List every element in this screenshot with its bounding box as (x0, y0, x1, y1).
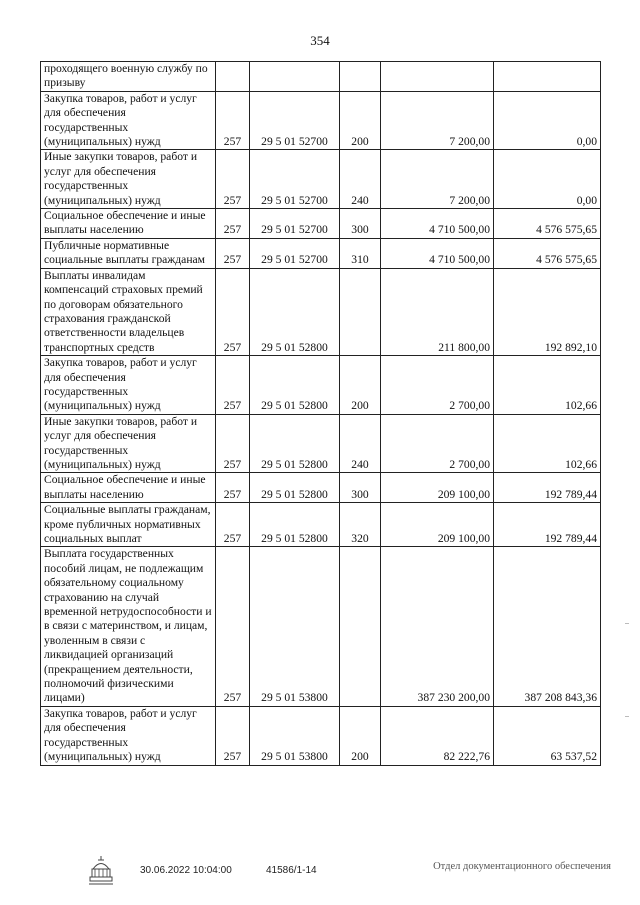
row-class-cell: 29 5 01 53800 (250, 706, 340, 765)
row-code-cell: 257 (216, 414, 250, 473)
row-type-cell: 240 (340, 414, 381, 473)
row-type-cell (340, 62, 381, 92)
row-plan-cell: 7 200,00 (381, 91, 494, 150)
row-name-cell: Иные закупки товаров, работ и услуг для обеспечения государственных (муниципальных) нужд (41, 414, 216, 473)
row-type-cell: 320 (340, 503, 381, 547)
margin-mark (625, 623, 629, 624)
table-row (41, 414, 601, 473)
row-name-cell: Социальное обеспечение и иные выплаты населению (41, 473, 216, 503)
row-fact-cell: 102,66 (494, 414, 601, 473)
row-type-cell: 300 (340, 473, 381, 503)
row-class-cell: 29 5 01 52800 (250, 268, 340, 355)
row-fact-cell: 4 576 575,65 (494, 209, 601, 239)
row-class-cell: 29 5 01 52800 (250, 414, 340, 473)
row-type-cell: 310 (340, 238, 381, 268)
row-name-cell: Социальные выплаты гражданам, кроме публичных нормативных социальных выплат (41, 503, 216, 547)
row-name-cell: Социальное обеспечение и иные выплаты населению (41, 209, 216, 239)
row-code-cell: 257 (216, 473, 250, 503)
table-row (41, 356, 601, 415)
row-class-cell (250, 62, 340, 92)
page-number: 354 (310, 33, 330, 48)
row-plan-cell: 4 710 500,00 (381, 238, 494, 268)
row-fact-cell: 63 537,52 (494, 706, 601, 765)
duma-seal-icon (88, 855, 114, 887)
row-name-cell: проходящего военную службу по призыву (41, 62, 216, 92)
row-plan-cell: 82 222,76 (381, 706, 494, 765)
row-type-cell: 240 (340, 150, 381, 209)
table-row (41, 268, 601, 355)
row-fact-cell: 192 892,10 (494, 268, 601, 355)
row-plan-cell: 209 100,00 (381, 473, 494, 503)
row-plan-cell: 387 230 200,00 (381, 547, 494, 706)
row-type-cell: 200 (340, 91, 381, 150)
row-plan-cell: 2 700,00 (381, 414, 494, 473)
table-row (41, 503, 601, 547)
table-row (41, 473, 601, 503)
row-code-cell: 257 (216, 547, 250, 706)
row-code-cell: 257 (216, 268, 250, 355)
table-row (41, 150, 601, 209)
row-type-cell (340, 547, 381, 706)
row-code-cell (216, 62, 250, 92)
row-class-cell: 29 5 01 52800 (250, 473, 340, 503)
row-type-cell (340, 268, 381, 355)
row-plan-cell: 7 200,00 (381, 150, 494, 209)
row-fact-cell: 102,66 (494, 356, 601, 415)
row-name-cell: Закупка товаров, работ и услуг для обеспечения государственных (муниципальных) нужд (41, 356, 216, 415)
row-code-cell: 257 (216, 209, 250, 239)
row-code-cell: 257 (216, 503, 250, 547)
row-fact-cell: 192 789,44 (494, 473, 601, 503)
row-name-cell: Закупка товаров, работ и услуг для обеспечения государственных (муниципальных) нужд (41, 91, 216, 150)
row-type-cell: 300 (340, 209, 381, 239)
table-row (41, 209, 601, 239)
row-code-cell: 257 (216, 238, 250, 268)
registration-number: 41586/1-14 (266, 865, 317, 876)
row-code-cell: 257 (216, 91, 250, 150)
row-plan-cell: 2 700,00 (381, 356, 494, 415)
row-code-cell: 257 (216, 150, 250, 209)
document-footer (0, 859, 640, 899)
registration-date: 30.06.2022 10:04:00 (140, 865, 232, 876)
table-row (41, 238, 601, 268)
row-class-cell: 29 5 01 52700 (250, 91, 340, 150)
row-code-cell: 257 (216, 706, 250, 765)
row-fact-cell (494, 62, 601, 92)
table-row (41, 547, 601, 706)
row-fact-cell: 192 789,44 (494, 503, 601, 547)
row-code-cell: 257 (216, 356, 250, 415)
table-row (41, 706, 601, 765)
row-name-cell: Иные закупки товаров, работ и услуг для обеспечения государственных (муниципальных) нужд (41, 150, 216, 209)
row-plan-cell: 4 710 500,00 (381, 209, 494, 239)
row-class-cell: 29 5 01 52700 (250, 209, 340, 239)
row-class-cell: 29 5 01 52700 (250, 150, 340, 209)
row-class-cell: 29 5 01 52800 (250, 356, 340, 415)
row-name-cell: Выплата государственных пособий лицам, не подлежащим обязательному социальному страхованию на случай временной нетрудоспособности и в связи с материнством, и лицам, уволенным в связи с ликвидацией организаций (прекращением деятельности, полномочий физическими лицами) (41, 547, 216, 706)
department-stamp: Отдел документационного обеспечения (433, 861, 611, 872)
row-class-cell: 29 5 01 53800 (250, 547, 340, 706)
row-name-cell: Публичные нормативные социальные выплаты гражданам (41, 238, 216, 268)
row-name-cell: Выплаты инвалидам компенсаций страховых премий по договорам обязательного страхования гражданской ответственности владельцев транспортных средств (41, 268, 216, 355)
row-class-cell: 29 5 01 52800 (250, 503, 340, 547)
margin-mark (625, 716, 629, 717)
row-plan-cell: 209 100,00 (381, 503, 494, 547)
table-row (41, 91, 601, 150)
row-fact-cell: 0,00 (494, 91, 601, 150)
row-fact-cell: 4 576 575,65 (494, 238, 601, 268)
row-class-cell: 29 5 01 52700 (250, 238, 340, 268)
row-name-cell: Закупка товаров, работ и услуг для обеспечения государственных (муниципальных) нужд (41, 706, 216, 765)
budget-table (40, 61, 601, 766)
row-plan-cell: 211 800,00 (381, 268, 494, 355)
row-type-cell: 200 (340, 706, 381, 765)
row-fact-cell: 0,00 (494, 150, 601, 209)
row-fact-cell: 387 208 843,36 (494, 547, 601, 706)
table-row (41, 62, 601, 92)
row-type-cell: 200 (340, 356, 381, 415)
row-plan-cell (381, 62, 494, 92)
